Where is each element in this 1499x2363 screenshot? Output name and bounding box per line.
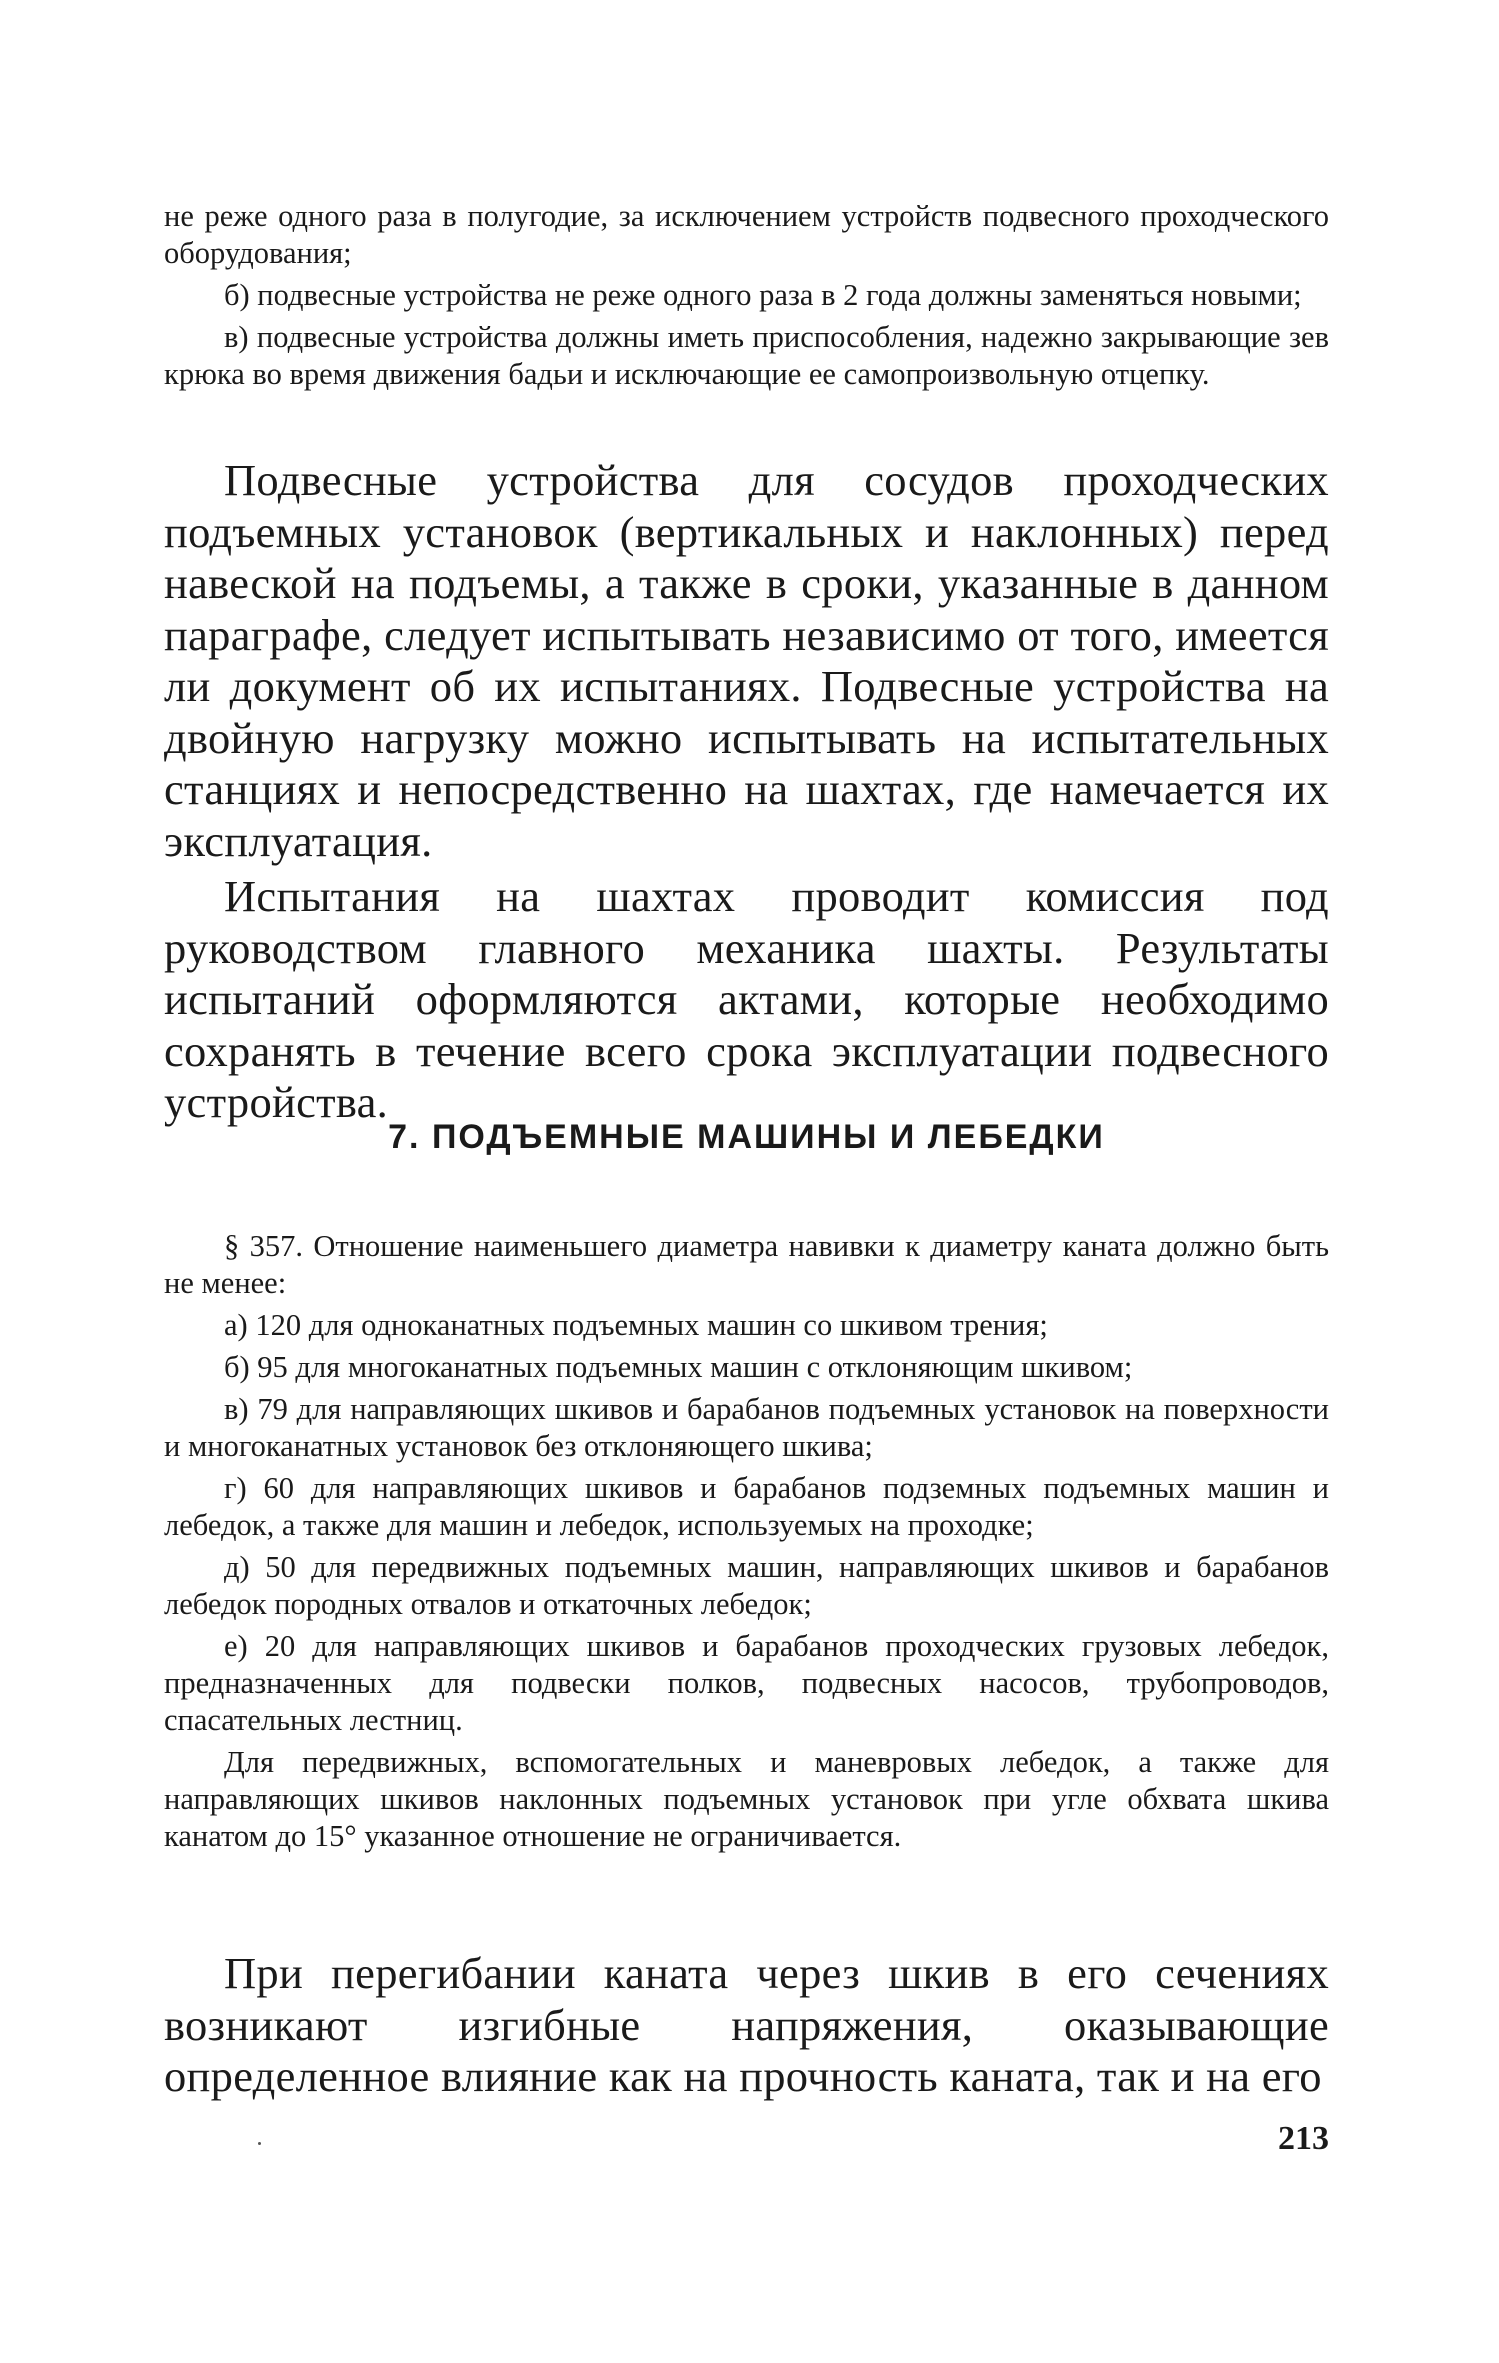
paragraph-357: § 357. Отношение наименьшего диаметра навивки к диаметру каната должно быть не менее: [164,1229,1329,1300]
list-item-v: в) 79 для направляющих шкивов и барабанов подъемных установок на поверхности и многоканатных установок без отклоняющего шкива; [164,1392,1329,1463]
list-item-b: б) подвесные устройства не реже одного раза в 2 года должны заменяться новыми; [224,278,1302,312]
commentary-block-2 [164,1948,1329,2103]
list-item-g: г) 60 для направляющих шкивов и барабанов подземных подъемных машин и лебедок, а также для машин и лебедок, используемых на проходке; [164,1471,1329,1542]
list-item-b: б) 95 для многоканатных подъемных машин с отклоняющим шкивом; [224,1350,1133,1384]
paragraph-continuation: не реже одного раза в полугодие, за исключением устройств подвесного проходческого оборудования; [164,199,1329,270]
rules-block-top [164,198,1329,393]
commentary-block-1 [164,455,1329,1129]
rules-block-357 [164,1228,1329,1855]
print-speck [258,2142,261,2145]
list-item-v: в) подвесные устройства должны иметь приспособления, надежно закрывающие зев крюка во время движения бадьи и исключающие ее самопроизвольную отцепку. [164,320,1329,391]
page-number: 213 [1278,2120,1329,2157]
commentary-paragraph-2: Испытания на шахтах проводит комиссия под руководством главного механика шахты. Результаты испытаний оформляются актами, которые необходимо сохранять в течение всего срока эксплуатации подвесного устройства. [164,871,1329,1127]
commentary-paragraph-1: Подвесные устройства для сосудов проходческих подъемных установок (вертикальных и наклонных) перед навеской на подъемы, а также в сроки, указанные в данном параграфе, следует испытывать независимо от того, имеется ли документ об их испытаниях. Подвесные устройства на двойную нагрузку можно испытывать на испытательных станциях и непосредственно на шахтах, где намечается их эксплуатация. [164,455,1329,866]
section-heading: 7. ПОДЪЕМНЫЕ МАШИНЫ И ЛЕБЕДКИ [388,1118,1105,1156]
paragraph-note: Для передвижных, вспомогательных и маневровых лебедок, а также для направляющих шкивов наклонных подъемных установок при угле обхвата шкива канатом до 15° указанное отношение не ограничивается. [164,1745,1329,1853]
list-item-d: д) 50 для передвижных подъемных машин, направляющих шкивов и барабанов лебедок породных отвалов и откаточных лебедок; [164,1550,1329,1621]
list-item-e: е) 20 для направляющих шкивов и барабанов проходческих грузовых лебедок, предназначенных для подвески полков, подвесных насосов, трубопроводов, спасательных лестниц. [164,1629,1329,1737]
commentary-paragraph-3: При перегибании каната через шкив в его сечениях возникают изгибные напряжения, оказывающие определенное влияние как на прочность каната, так и на его [164,1948,1329,2101]
list-item-a: а) 120 для одноканатных подъемных машин со шкивом трения; [224,1308,1048,1342]
